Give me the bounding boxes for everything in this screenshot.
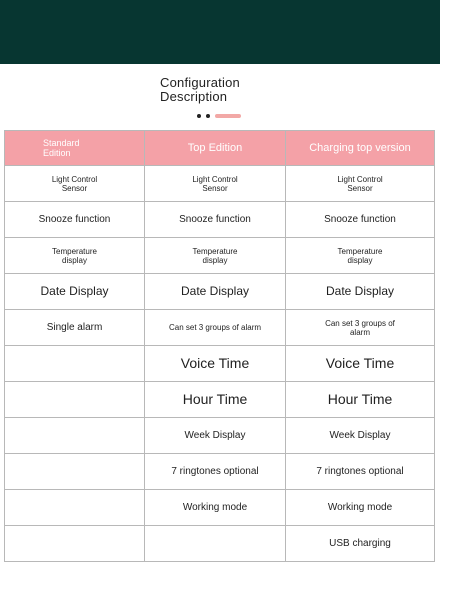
table-cell: Light Control Sensor (5, 166, 145, 202)
table-cell: Hour Time (286, 382, 435, 418)
table-cell: Single alarm (5, 310, 145, 346)
table-cell: 7 ringtones optional (145, 454, 286, 490)
table-row (5, 274, 435, 310)
table-cell: Working mode (145, 490, 286, 526)
table-cell: Working mode (286, 490, 435, 526)
table-row (5, 238, 435, 274)
table-cell: Voice Time (286, 346, 435, 382)
table-cell: Can set 3 groups of alarm (145, 310, 286, 346)
table-cell (5, 382, 145, 418)
table-cell: Voice Time (145, 346, 286, 382)
table-cell: Temperature display (5, 238, 145, 274)
table-cell: Snooze function (286, 202, 435, 238)
table-header-row (5, 131, 435, 166)
table-cell (5, 454, 145, 490)
table-cell (5, 346, 145, 382)
header-charging-top-version: Charging top version (286, 131, 435, 166)
table-cell (145, 526, 286, 562)
indicator-dot (206, 114, 210, 118)
table-row (5, 490, 435, 526)
page-title: Configuration Description (160, 75, 240, 104)
table-cell (5, 490, 145, 526)
table-cell: USB charging (286, 526, 435, 562)
table-cell: Temperature display (145, 238, 286, 274)
header-top-edition: Top Edition (145, 131, 286, 166)
table-cell (5, 418, 145, 454)
table-row (5, 202, 435, 238)
table-cell: Light Control Sensor (145, 166, 286, 202)
table-cell: Date Display (5, 274, 145, 310)
table-cell: Week Display (286, 418, 435, 454)
table-cell: Snooze function (5, 202, 145, 238)
table-row (5, 418, 435, 454)
table-cell: Light Control Sensor (286, 166, 435, 202)
table-cell: Hour Time (145, 382, 286, 418)
table-row (5, 454, 435, 490)
top-banner (0, 0, 440, 64)
table-cell: Date Display (145, 274, 286, 310)
table-row (5, 166, 435, 202)
table-row (5, 382, 435, 418)
header-standard-edition: Standard Edition (5, 131, 145, 166)
table-cell: Temperature display (286, 238, 435, 274)
indicator-dot (197, 114, 201, 118)
table-cell: 7 ringtones optional (286, 454, 435, 490)
indicator-active-pill (215, 114, 241, 118)
table-row (5, 310, 435, 346)
table-row (5, 346, 435, 382)
table-cell: Snooze function (145, 202, 286, 238)
table-cell: Week Display (145, 418, 286, 454)
table-cell: Date Display (286, 274, 435, 310)
table-cell: Can set 3 groups of alarm (286, 310, 435, 346)
table-cell (5, 526, 145, 562)
configuration-table (4, 130, 435, 562)
table-row (5, 526, 435, 562)
